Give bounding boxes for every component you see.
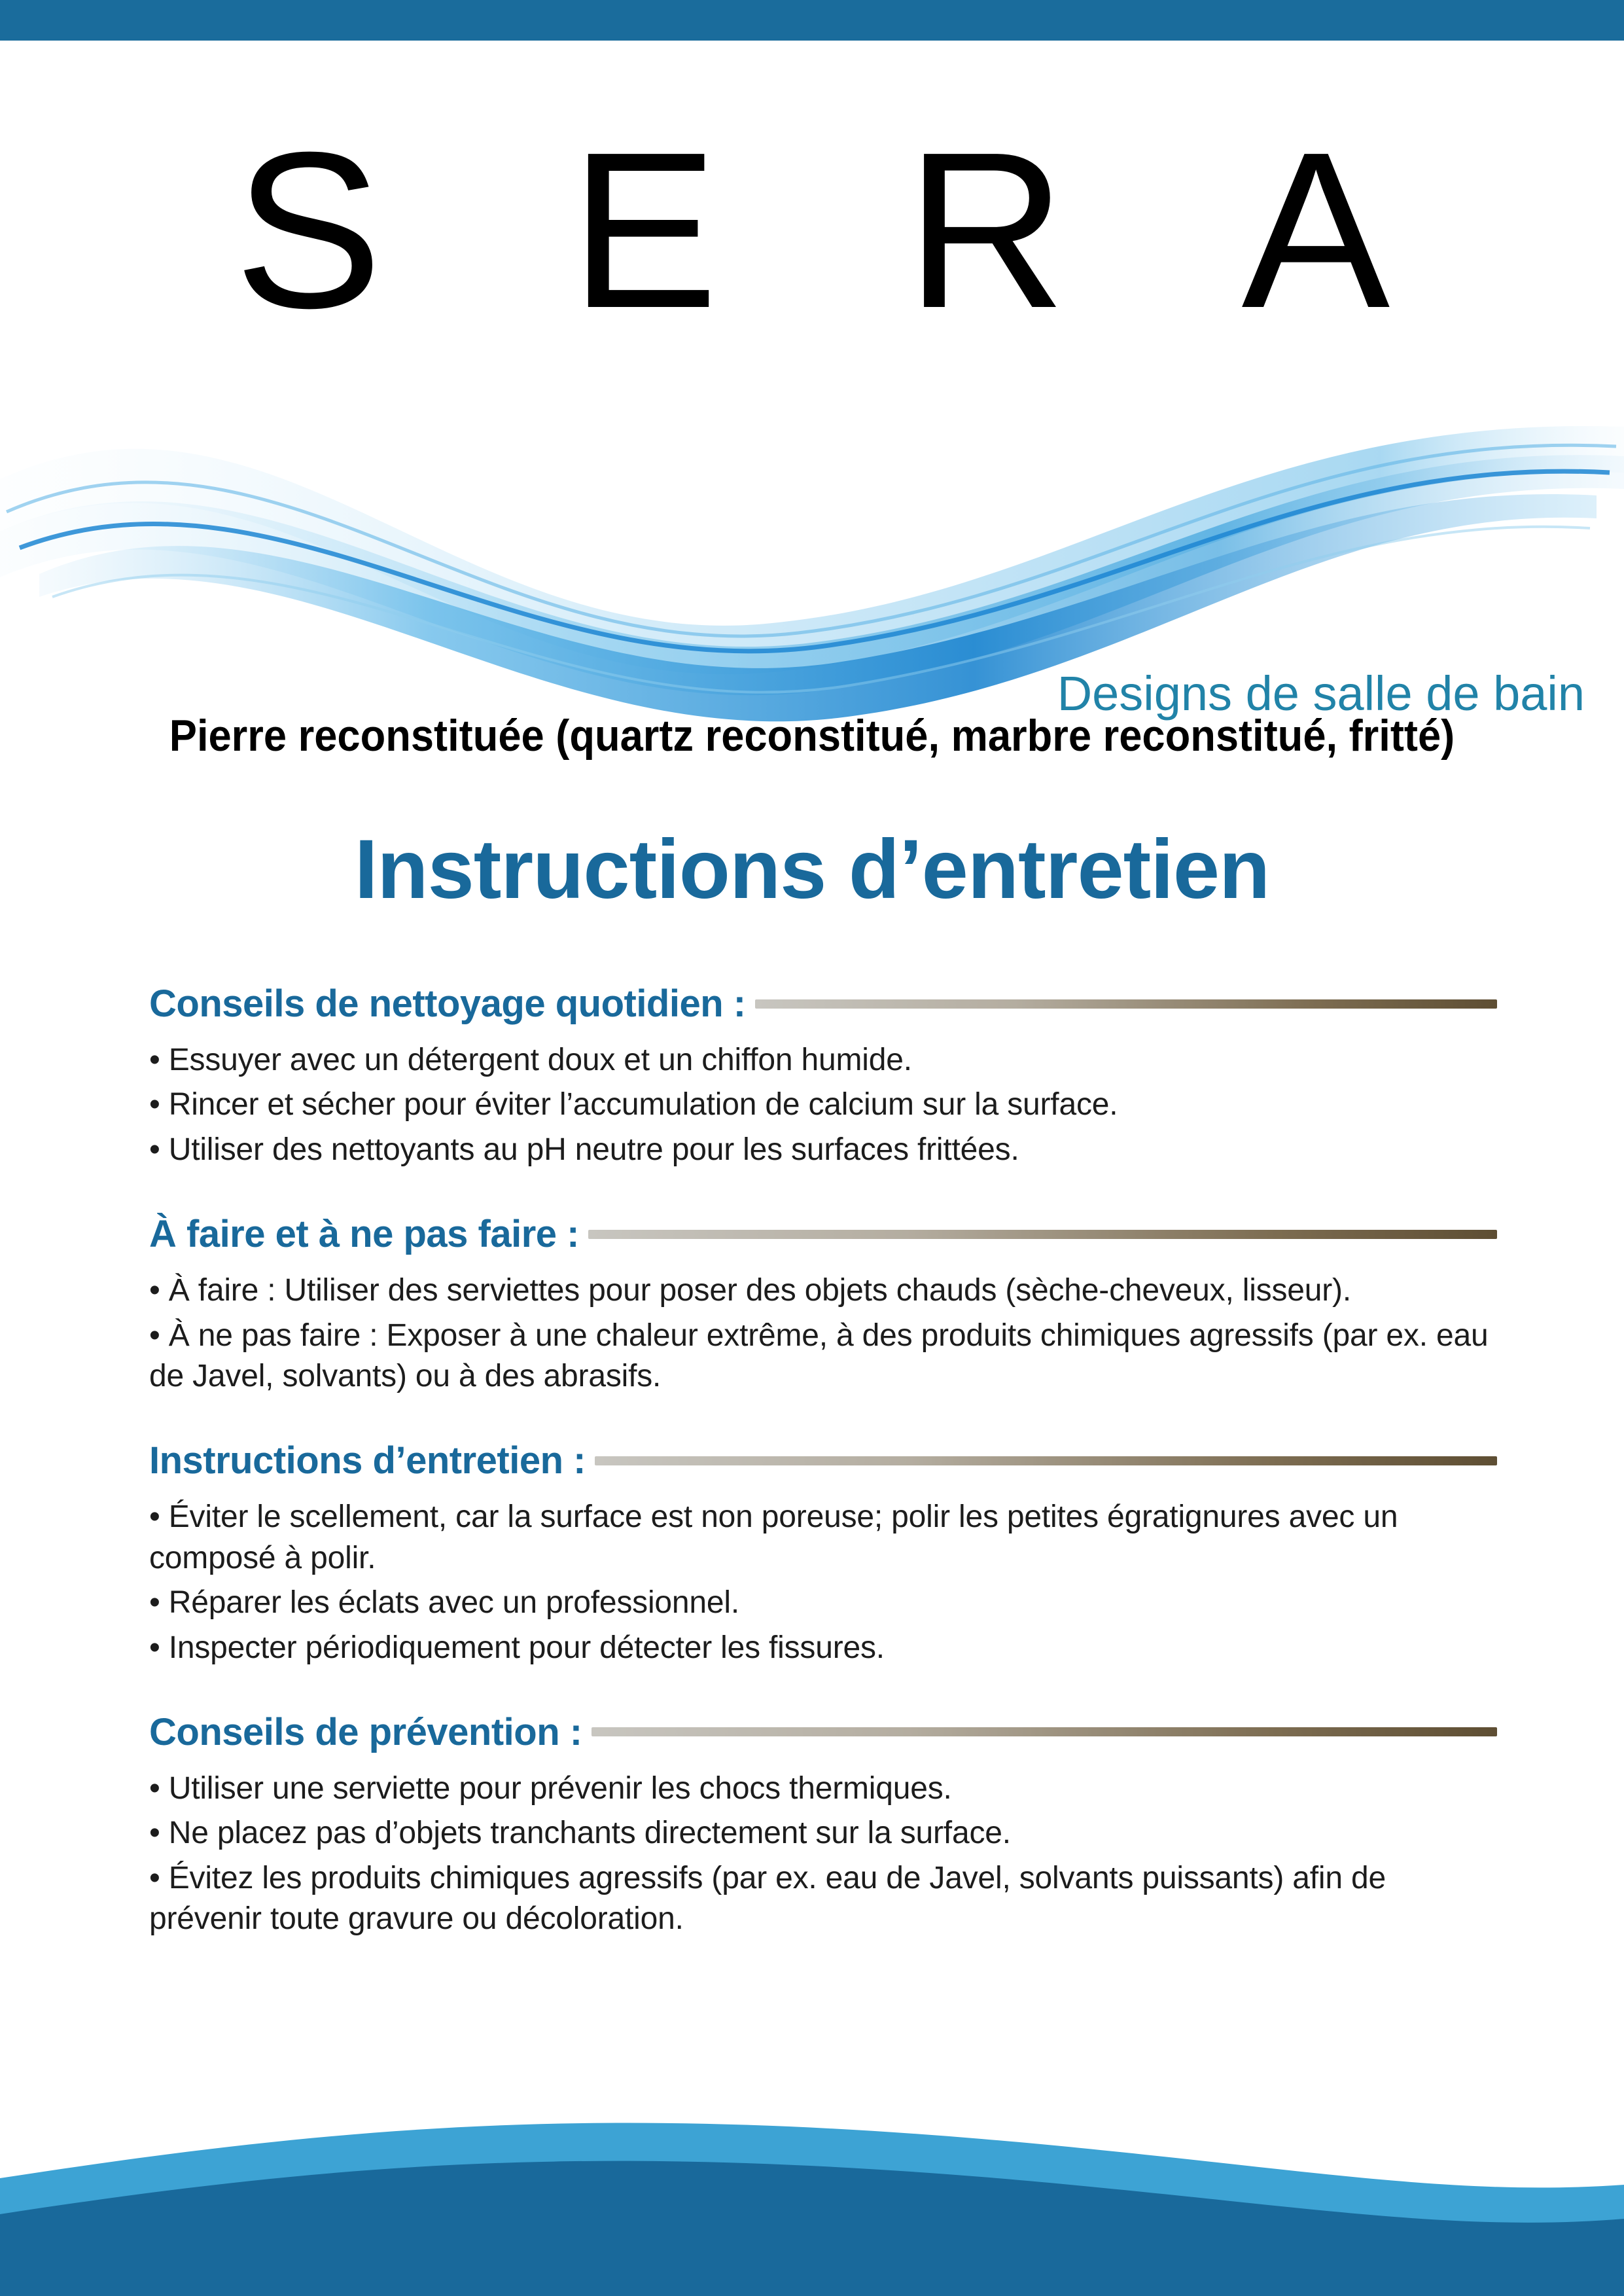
logo-header [0, 41, 1624, 721]
section-title: Instructions d’entretien : [149, 1439, 586, 1482]
section-title: Conseils de prévention : [149, 1710, 582, 1753]
list-item: • Ne placez pas d’objets tranchants directement sur la surface. [149, 1816, 1011, 1851]
list-item: • Éviter le scellement, car la surface est non poreuse; polir les petites égratignures avec un composé à polir. [149, 1499, 1398, 1575]
section-rule [588, 1230, 1497, 1239]
section-header [149, 982, 1497, 1026]
list-item: • À ne pas faire : Exposer à une chaleur extrême, à des produits chimiques agressifs (par ex. eau de Javel, solvants) ou à des abrasifs. [149, 1318, 1489, 1393]
section-daily-cleaning [149, 982, 1497, 1170]
list-item: • Utiliser des nettoyants au pH neutre pour les surfaces frittées. [149, 1132, 1019, 1167]
page-title: Instructions d’entretien [354, 823, 1270, 916]
section-header [149, 1710, 1497, 1754]
section-maintenance [149, 1439, 1497, 1668]
section-rule [755, 999, 1497, 1009]
list-item: • Essuyer avec un détergent doux et un chiffon humide. [149, 1043, 912, 1077]
list-item: • À faire : Utiliser des serviettes pour poser des objets chauds (sèche-cheveux, lisseur). [149, 1273, 1351, 1308]
brand-logo-text: S E R A [234, 106, 1453, 355]
section-prevention [149, 1710, 1497, 1940]
list-item: • Rincer et sécher pour éviter l’accumulation de calcium sur la surface. [149, 1087, 1118, 1122]
instructions-content [149, 982, 1497, 1981]
top-accent-bar [0, 0, 1624, 41]
section-rule [595, 1456, 1497, 1465]
list-item: • Évitez les produits chimiques agressifs (par ex. eau de Javel, solvants puissants) afin de prévenir toute gravure ou décoloration. [149, 1860, 1386, 1937]
section-header [149, 1439, 1497, 1482]
section-title: À faire et à ne pas faire : [149, 1213, 579, 1256]
section-rule [591, 1727, 1497, 1736]
section-title: Conseils de nettoyage quotidien : [149, 982, 746, 1025]
brand-tagline: Designs de salle de bain [1057, 666, 1585, 721]
list-item: • Inspecter périodiquement pour détecter les fissures. [149, 1630, 885, 1665]
section-header [149, 1212, 1497, 1256]
product-subtitle: Pierre reconstituée (quartz reconstitué, marbre reconstitué, fritté) [169, 711, 1455, 761]
footer-wave-icon [0, 2100, 1624, 2296]
section-dos-and-donts [149, 1212, 1497, 1397]
list-item: • Utiliser une serviette pour prévenir les chocs thermiques. [149, 1770, 952, 1806]
list-item: • Réparer les éclats avec un professionnel. [149, 1585, 740, 1621]
